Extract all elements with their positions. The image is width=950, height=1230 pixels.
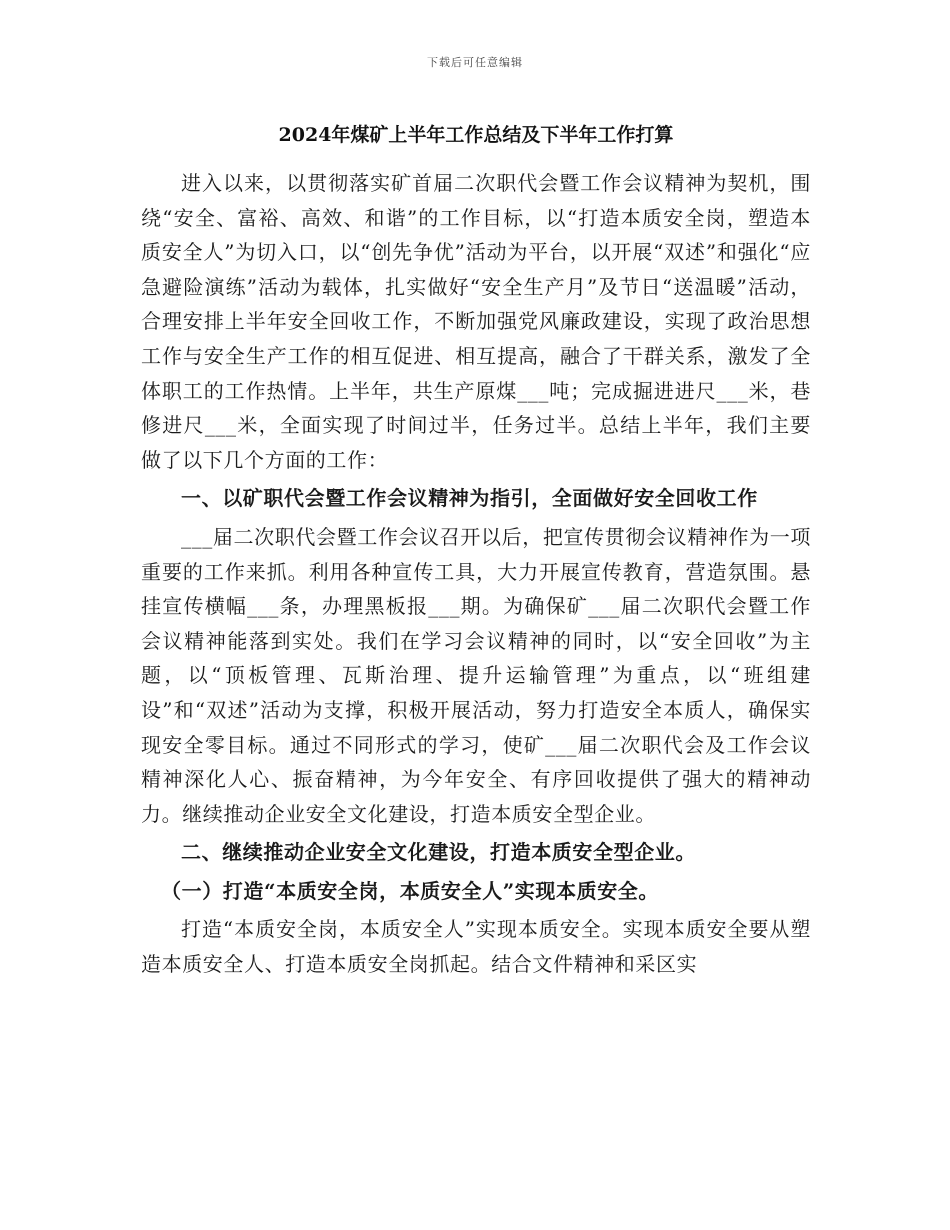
section-1-paragraph: ___届二次职代会暨工作会议召开以后，把宣传贯彻会议精神作为一项重要的工作来抓。利用各种宣传工具，大力开展宣传教育，营造氛围。悬挂宣传横幅___条，办理黑板报___期。为确保矿___届二次职代会暨工作会议精神能落到实处。我们在学习会议精神的同时，以“安全回收”为主题，以“顶板管理、瓦斯治理、提升运输管理”为重点，以“班组建设”和“双述”活动为支撑，积极开展活动，努力打造安全本质人，确保实现安全零目标。通过不同形式的学习，使矿___届二次职代会及工作会议精神深化人心、振奋精神，为今年安全、有序回收提供了强大的精神动力。继续推动企业安全文化建设，打造本质安全型企业。	[141, 524, 811, 826]
intro-paragraph: 进入以来，以贯彻落实矿首届二次职代会暨工作会议精神为契机，围绕“安全、富裕、高效、和谐”的工作目标，以“打造本质安全岗，塑造本质安全人”为切入口，以“创先争优”活动为平台，以开展“双述”和强化“应急避险演练”活动为载体，扎实做好“安全生产月”及节日“送温暖”活动，合理安排上半年安全回收工作，不断加强党风廉政建设，实现了政治思想工作与安全生产工作的相互促进、相互提高，融合了干群关系，激发了全体职工的工作热情。上半年，共生产原煤___吨；完成掘进进尺___米，巷修进尺___米，全面实现了时间过半，任务过半。总结上半年，我们主要做了以下几个方面的工作：	[141, 171, 811, 472]
subsection-heading-1: （一）打造“本质安全岗，本质安全人”实现本质安全。	[161, 878, 660, 903]
document-title: 2024年煤矿上半年工作总结及下半年工作打算	[278, 124, 674, 146]
section-heading-1: 一、以矿职代会暨工作会议精神为指引，全面做好安全回收工作	[181, 486, 758, 511]
section-heading-2: 二、继续推动企业安全文化建设，打造本质安全型企业。	[181, 840, 696, 865]
document-body	[141, 118, 811, 982]
subsection-1-paragraph: 打造“本质安全岗，本质安全人”实现本质安全。实现本质安全要从塑造本质安全人、打造本质安全岗抓起。结合文件精神和采区实	[141, 917, 811, 977]
header-note: 下载后可任意编辑	[427, 56, 523, 69]
